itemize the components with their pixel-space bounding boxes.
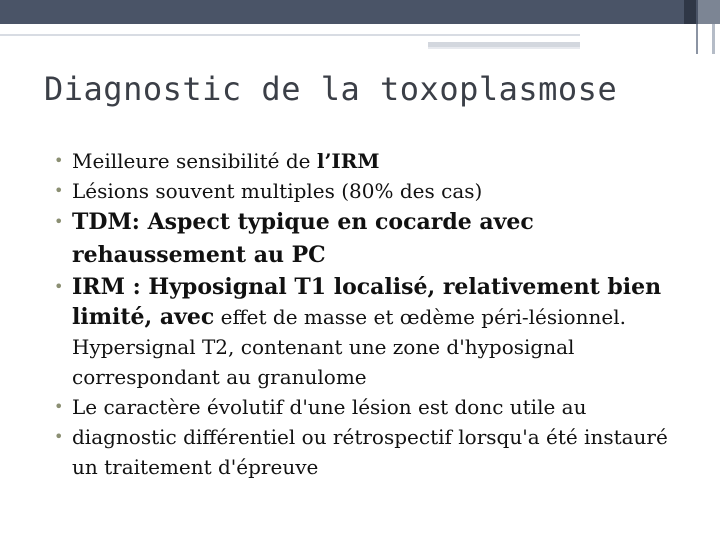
- bullet-text: Meilleure sensibilité de: [72, 149, 317, 173]
- bullet-icon: •: [54, 151, 64, 170]
- bullet-item: [50, 176, 670, 206]
- header-bar: [0, 0, 720, 24]
- bullet-text-bold: IRM : Hyposignal T1 localisé, relativement bien limité, avec: [72, 274, 662, 330]
- header-bar-dark-segment: [684, 0, 696, 24]
- decorative-accent: [428, 47, 580, 49]
- decorative-edge-line: [712, 24, 715, 54]
- bullet-item: [50, 146, 670, 176]
- bullet-item: [50, 206, 670, 272]
- bullet-text-bold: l’IRM: [316, 149, 380, 173]
- decorative-rule: [0, 34, 580, 36]
- bullet-icon: •: [54, 212, 64, 231]
- bullet-icon: •: [54, 397, 64, 416]
- bullet-item: [50, 392, 670, 422]
- bullet-text-bold: TDM: Aspect typique en cocarde avec rehaussement au PC: [72, 209, 534, 268]
- bullet-item: [50, 422, 670, 482]
- bullet-icon: •: [54, 277, 64, 296]
- decorative-edge-line: [696, 24, 698, 54]
- bullet-icon: •: [54, 181, 64, 200]
- bullet-icon: •: [54, 427, 64, 446]
- slide-title: Diagnostic de la toxoplasmose: [44, 70, 618, 108]
- bullet-text: diagnostic différentiel ou rétrospectif lorsqu'a été instauré un traitement d'épreuve: [72, 425, 668, 479]
- bullet-text: Le caractère évolutif d'une lésion est donc utile au: [72, 395, 587, 419]
- bullet-item: [50, 272, 670, 392]
- bullet-text: effet de masse et œdème péri-lésionnel. Hypersignal T2, contenant une zone d'hyposignal correspondant au granulome: [72, 305, 626, 389]
- bullet-list: [50, 146, 670, 482]
- header-bar-light-segment: [698, 0, 720, 24]
- bullet-text: Lésions souvent multiples (80% des cas): [72, 179, 483, 203]
